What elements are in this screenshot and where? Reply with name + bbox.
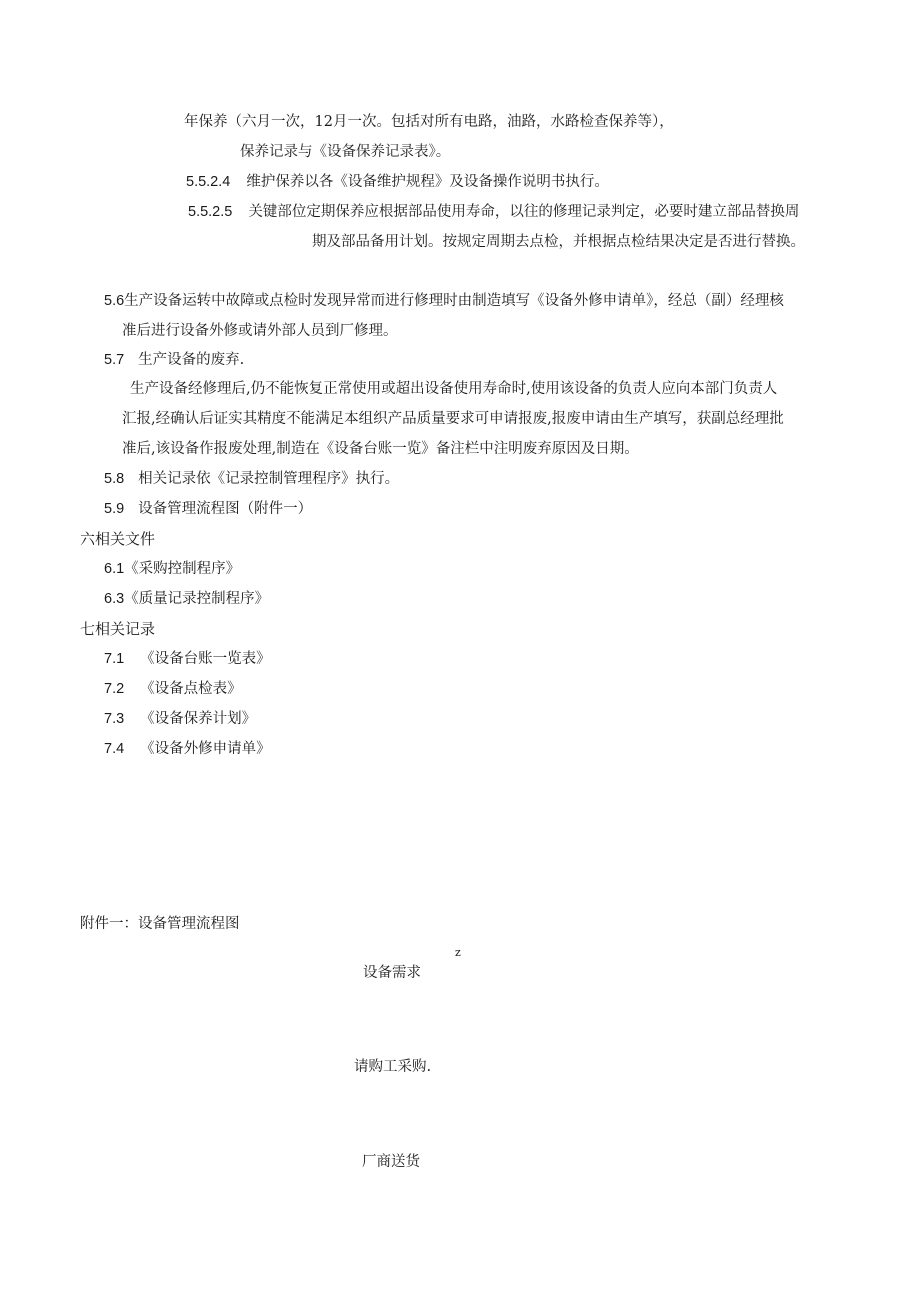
item-text: 《设备外修申请单》	[140, 741, 271, 757]
para-552-line1: 年保养（六月一次，12月一次。包括对所有电路，油路，水路检查保养等），	[184, 114, 674, 130]
item-number: 7.1	[104, 651, 125, 667]
clause-number: 5.9	[104, 501, 125, 517]
clause-57-line1: 生产设备经修理后,仍不能恢复正常使用或超出设备使用寿命时,使用该设备的负责人应向本部门负责人	[130, 381, 778, 397]
item-number: 7.3	[104, 711, 125, 727]
clause-number: 5.8	[104, 471, 125, 487]
item-number: 6.1	[104, 561, 125, 577]
list-item	[104, 680, 242, 698]
clause-56	[104, 292, 784, 310]
list-item	[104, 560, 240, 578]
clause-text: 相关记录依《记录控制管理程序》执行。	[138, 471, 400, 487]
clause-57-line2: 汇报,经确认后证实其精度不能满足本组织产品质量要求可申请报废,报废申请由生产填写，获副总经理批	[122, 411, 784, 427]
clause-title: 生产设备的废弃.	[138, 352, 245, 368]
list-item	[104, 740, 271, 758]
flow-step: 厂商送货	[362, 1154, 420, 1170]
clause-number: 5.5.2.4	[186, 174, 231, 190]
clause-number: 5.6	[104, 293, 125, 309]
para-552-line2: 保养记录与《设备保养记录表》。	[240, 144, 451, 160]
section-7-title: 七相关记录	[80, 620, 156, 638]
clause-number: 5.7	[104, 352, 125, 368]
clause-5525-line2: 期及部品备用计划。按规定周期去点检，并根据点检结果决定是否进行替换。	[312, 234, 805, 250]
appendix-title: 附件一：设备管理流程图	[80, 916, 240, 932]
clause-59	[104, 500, 312, 518]
list-item	[104, 650, 271, 668]
clause-57-line3: 准后,该设备作报废处理,制造在《设备台账一览》备注栏中注明废弃原因及日期。	[122, 441, 639, 457]
clause-5525	[188, 203, 799, 221]
item-number: 6.3	[104, 591, 125, 607]
clause-text: 生产设备运转中故障或点检时发现异常而进行修理时由制造填写《设备外修申请单》，经总（副）经理核	[124, 293, 784, 309]
clause-number: 5.5.2.5	[188, 204, 233, 220]
clause-text: 设备管理流程图（附件一）	[138, 501, 313, 517]
section-6-title: 六相关文件	[80, 530, 156, 548]
item-text: 《设备点检表》	[140, 681, 242, 697]
appendix-mark: z	[455, 946, 461, 959]
flow-step: 请购工采购.	[354, 1059, 432, 1075]
list-item	[104, 710, 256, 728]
item-text: 《采购控制程序》	[124, 561, 241, 577]
clause-57	[104, 351, 244, 369]
clause-text: 维护保养以各《设备维护规程》及设备操作说明书执行。	[246, 174, 609, 190]
item-text: 《设备台账一览表》	[140, 651, 271, 667]
flow-step: 设备需求	[363, 965, 421, 981]
item-text: 《设备保养计划》	[140, 711, 257, 727]
clause-58	[104, 470, 399, 488]
clause-5524	[186, 173, 609, 191]
clause-text: 关键部位定期保养应根据部品使用寿命，以往的修理记录判定，必要时建立部品替换周	[248, 204, 800, 220]
item-number: 7.2	[104, 681, 125, 697]
item-number: 7.4	[104, 741, 125, 757]
clause-56-line2: 准后进行设备外修或请外部人员到厂修理。	[122, 323, 398, 339]
list-item	[104, 590, 269, 608]
item-text: 《质量记录控制程序》	[124, 591, 270, 607]
